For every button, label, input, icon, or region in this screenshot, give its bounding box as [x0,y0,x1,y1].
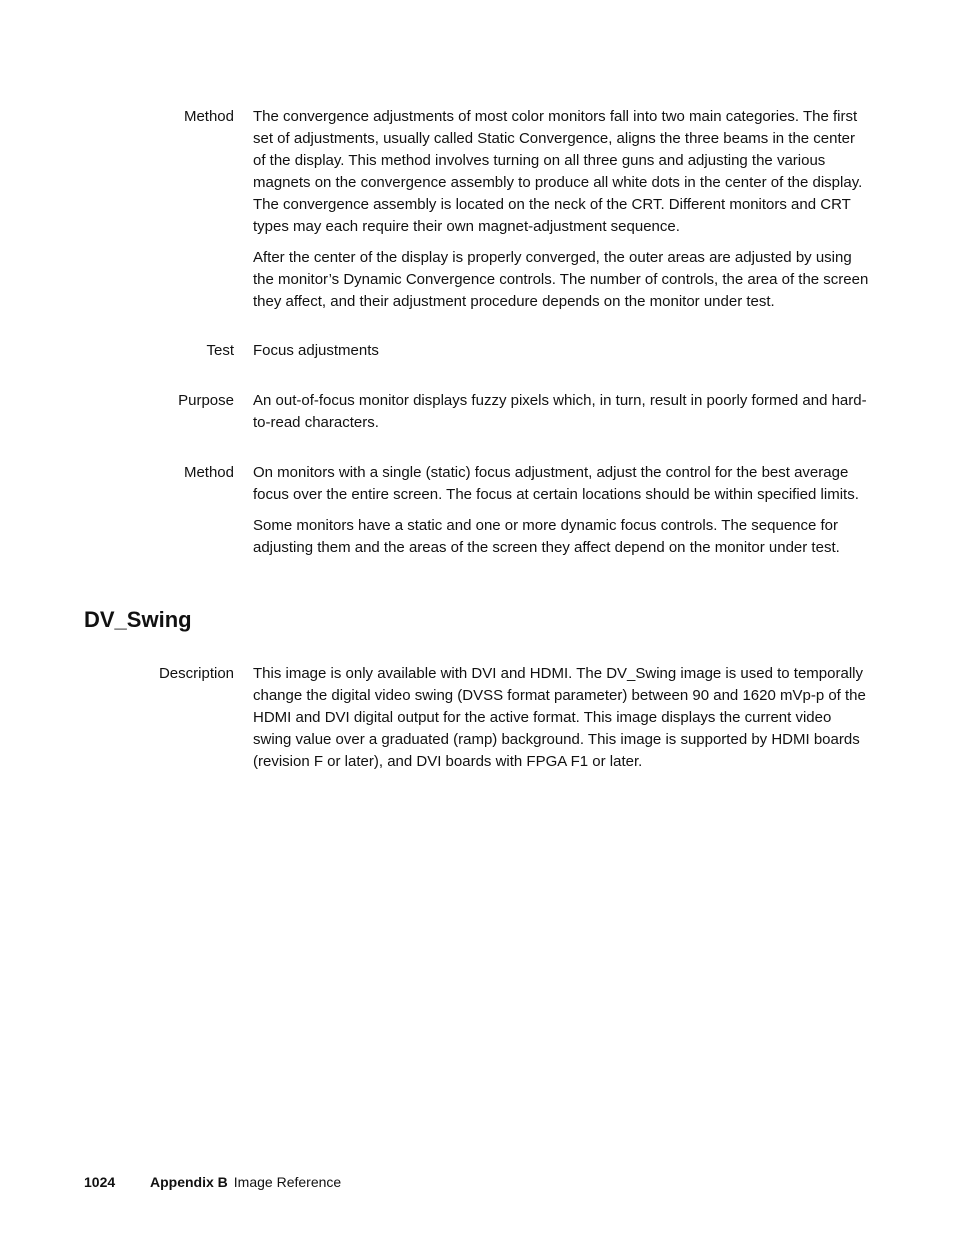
method-label: Method [183,108,234,125]
footer-title: Image Reference [233,1174,342,1190]
description-text: This image is only available with DVI and HDMI. The DV_Swing image is used to temporally change the digital video swing (DVSS format parameter) between 90 and 1620 mVp-p of the HDMI and DVI digital output for the active format. This image displays the current video swing value over a graduated (ramp) background. This image is supported by HDMI boards (revision F or later), and DVI boards with FPGA F1 or later. [253,665,866,770]
page-footer [84,1172,341,1192]
description-body [253,663,871,782]
test-body [253,340,871,371]
test-label: Test [206,342,234,359]
method-paragraph: The convergence adjustments of most color monitors fall into two main categories. The first set of adjustments, usually called Static Convergence, aligns the three beams in the center of the display. This method involves turning on all three guns and adjusting the various magnets on the convergence assembly to produce all white dots in the center of the display. The convergence assembly is located on the neck of the CRT. Different monitors and CRT types may each require their own magnet-adjustment sequence. [253,108,863,235]
purpose-body [253,390,871,443]
method-body [253,106,871,322]
page-number: 1024 [84,1174,116,1190]
description-label: Description [158,665,234,682]
purpose-label: Purpose [178,392,234,409]
method-label: Method [183,464,234,481]
section-heading: DV_Swing [84,607,192,632]
purpose-text: An out-of-focus monitor displays fuzzy pixels which, in turn, result in poorly formed and hard-to-read characters. [253,392,867,431]
method-paragraph: Some monitors have a static and one or more dynamic focus controls. The sequence for adjusting them and the areas of the screen they affect depend on the monitor under test. [253,517,840,556]
method-paragraph: On monitors with a single (static) focus adjustment, adjust the control for the best average focus over the entire screen. The focus at certain locations should be within specified limits. [253,464,859,503]
method-body [253,462,871,568]
test-text: Focus adjustments [253,342,379,359]
method-paragraph: After the center of the display is properly converged, the outer areas are adjusted by using the monitor’s Dynamic Convergence controls. The number of controls, the area of the screen they affect, and their adjustment procedure depends on the monitor under test. [253,249,869,310]
appendix-label: Appendix B [150,1174,228,1190]
